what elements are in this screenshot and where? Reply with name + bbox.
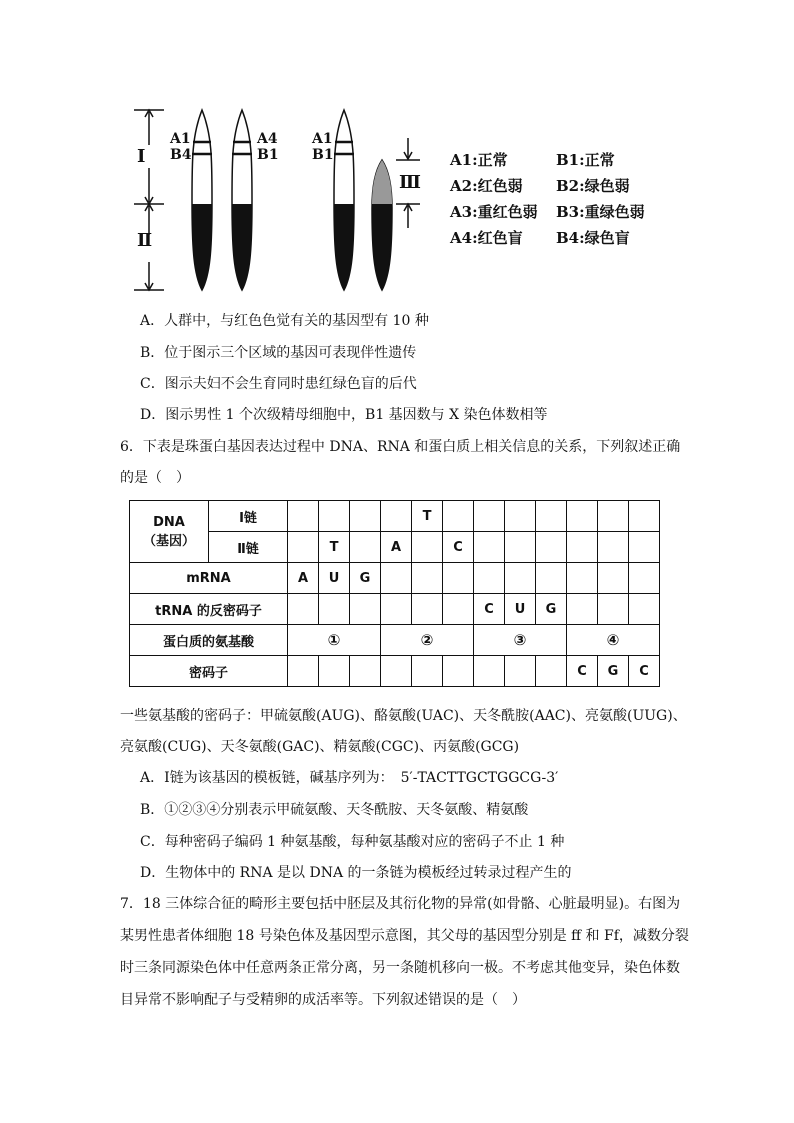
chr2-bottom-gene: B1: [257, 147, 279, 163]
trna-cell: [598, 594, 629, 625]
codon-cell: [536, 656, 567, 687]
chain1-cell: T: [412, 501, 443, 532]
chain2-cell: [412, 532, 443, 563]
mrna-cell: [474, 563, 505, 594]
codon-info-line1: 一些氨基酸的密码子：甲硫氨酸(AUG)、酪氨酸(UAC)、天冬酰胺(AAC)、亮氨酸(UUG)、: [120, 708, 687, 724]
region-bracket: [134, 110, 164, 290]
mrna-cell: [443, 563, 474, 594]
trna-cell: [443, 594, 474, 625]
table-row: [130, 563, 660, 594]
chain1-cell: [598, 501, 629, 532]
amino-acid-cell: ④: [567, 625, 660, 656]
q6-stem-line2: 的是（ ）: [120, 470, 190, 486]
chromosome-3: [334, 110, 354, 290]
legend-item: A3:重红色弱: [450, 203, 538, 221]
table-row: [130, 532, 660, 563]
mrna-label: mRNA: [130, 563, 288, 594]
legend-right: [556, 149, 645, 253]
legend-item: B3:重绿色弱: [556, 203, 645, 221]
codon-cell: [443, 656, 474, 687]
chain1-cell: [381, 501, 412, 532]
codon-info-line2: 亮氨酸(CUG)、天冬氨酸(GAC)、精氨酸(CGC)、丙氨酸(GCG): [120, 739, 520, 755]
y-chromosome: [372, 160, 392, 290]
mrna-cell: A: [288, 563, 319, 594]
amino-acid-cell: ①: [288, 625, 381, 656]
chr1-top-gene: A1: [170, 131, 191, 147]
trna-cell: [288, 594, 319, 625]
chromosome-2: [232, 110, 252, 290]
legend-left: [450, 149, 538, 253]
table-row: [130, 594, 660, 625]
trna-cell: [567, 594, 598, 625]
chain1-cell: [319, 501, 350, 532]
chain2-cell: [350, 532, 381, 563]
chain2-cell: [474, 532, 505, 563]
mrna-cell: [629, 563, 660, 594]
legend-item: B4:绿色盲: [556, 229, 630, 247]
codon-label: 密码子: [130, 656, 288, 687]
chain2-cell: T: [319, 532, 350, 563]
chain1-cell: [350, 501, 381, 532]
chain1-label: Ⅰ链: [209, 501, 288, 532]
codon-cell: [381, 656, 412, 687]
region-i-label: Ⅰ: [137, 146, 146, 167]
q6-option-c: C．每种密码子编码 1 种氨基酸，每种氨基酸对应的密码子不止 1 种: [140, 834, 565, 850]
legend-item: A2:红色弱: [450, 177, 523, 195]
gene-expression-table: [129, 500, 660, 687]
chain1-cell: [629, 501, 660, 532]
codon-cell: G: [598, 656, 629, 687]
chain1-cell: [443, 501, 474, 532]
q5-option-b: B．位于图示三个区域的基因可表现伴性遗传: [140, 345, 417, 361]
mrna-cell: [598, 563, 629, 594]
trna-cell: G: [536, 594, 567, 625]
trna-cell: [381, 594, 412, 625]
q6-option-d: D．生物体中的 RNA 是以 DNA 的一条链为模板经过转录过程产生的: [140, 865, 572, 881]
table-row: [130, 625, 660, 656]
chain2-cell: [567, 532, 598, 563]
mrna-cell: [567, 563, 598, 594]
chr1-bottom-gene: B4: [170, 147, 192, 163]
legend-item: B1:正常: [556, 151, 615, 169]
mrna-cell: G: [350, 563, 381, 594]
codon-cell: [505, 656, 536, 687]
trna-cell: [412, 594, 443, 625]
chain1-cell: [288, 501, 319, 532]
trna-label: tRNA 的反密码子: [130, 594, 288, 625]
region-iii-label: Ⅲ: [399, 172, 421, 193]
codon-cell: [474, 656, 505, 687]
chromosome-1: [192, 110, 212, 290]
legend-item: A1:正常: [450, 151, 508, 169]
mrna-cell: [505, 563, 536, 594]
codon-cell: [319, 656, 350, 687]
chain1-cell: [474, 501, 505, 532]
mrna-cell: U: [319, 563, 350, 594]
amino-acid-cell: ③: [474, 625, 567, 656]
q7-line3: 时三条同源染色体中任意两条正常分离，另一条随机移向一极。不考虑其他变异，染色体数: [120, 960, 680, 976]
chain2-cell: C: [443, 532, 474, 563]
chain2-cell: [629, 532, 660, 563]
mrna-cell: [381, 563, 412, 594]
mrna-cell: [412, 563, 443, 594]
codon-cell: [350, 656, 381, 687]
amino-acid-label: 蛋白质的氨基酸: [130, 625, 288, 656]
codon-cell: [412, 656, 443, 687]
q6-option-a: A．Ⅰ链为该基因的模板链，碱基序列为： 5′-TACTTGCTGGCG-3′: [140, 770, 559, 786]
q6-option-b: B．①②③④分别表示甲硫氨酸、天冬酰胺、天冬氨酸、精氨酸: [140, 802, 529, 818]
trna-cell: [319, 594, 350, 625]
mrna-cell: [536, 563, 567, 594]
chain1-cell: [567, 501, 598, 532]
chain2-cell: [505, 532, 536, 563]
trna-cell: [629, 594, 660, 625]
trna-cell: C: [474, 594, 505, 625]
chain1-cell: [536, 501, 567, 532]
chain2-cell: [536, 532, 567, 563]
q7-line4: 目异常不影响配子与受精卵的成活率等。下列叙述错误的是（ ）: [120, 992, 526, 1008]
chr3-bottom-gene: B1: [312, 147, 334, 163]
region-ii-label: Ⅱ: [137, 230, 153, 251]
table-row: [130, 501, 660, 532]
chr2-top-gene: A4: [257, 131, 278, 147]
codon-cell: [288, 656, 319, 687]
trna-cell: U: [505, 594, 536, 625]
chr3-top-gene: A1: [312, 131, 333, 147]
chain2-cell: [288, 532, 319, 563]
legend-item: A4:红色盲: [450, 229, 523, 247]
q6-stem-line1: 6．下表是珠蛋白基因表达过程中 DNA、RNA 和蛋白质上相关信息的关系，下列叙述正确: [120, 439, 681, 455]
codon-cell: C: [629, 656, 660, 687]
q7-line2: 某男性患者体细胞 18 号染色体及基因型示意图，其父母的基因型分别是 ff 和 Ff，减数分裂: [120, 928, 689, 944]
table-row: [130, 656, 660, 687]
q5-option-d: D．图示男性 1 个次级精母细胞中，B1 基因数与 X 染色体数相等: [140, 407, 548, 423]
amino-acid-cell: ②: [381, 625, 474, 656]
chain2-label: Ⅱ链: [209, 532, 288, 563]
chain1-cell: [505, 501, 536, 532]
chain2-cell: [598, 532, 629, 563]
q5-option-a: A．人群中，与红色色觉有关的基因型有 10 种: [140, 313, 429, 329]
q5-option-c: C．图示夫妇不会生育同时患红绿色盲的后代: [140, 376, 417, 392]
codon-cell: C: [567, 656, 598, 687]
dna-gene-header: DNA （基因）: [130, 501, 209, 563]
chain2-cell: A: [381, 532, 412, 563]
legend-item: B2:绿色弱: [556, 177, 630, 195]
q7-line1: 7．18 三体综合征的畸形主要包括中胚层及其衍化物的异常(如骨骼、心脏最明显)。右图为: [120, 896, 681, 912]
trna-cell: [350, 594, 381, 625]
